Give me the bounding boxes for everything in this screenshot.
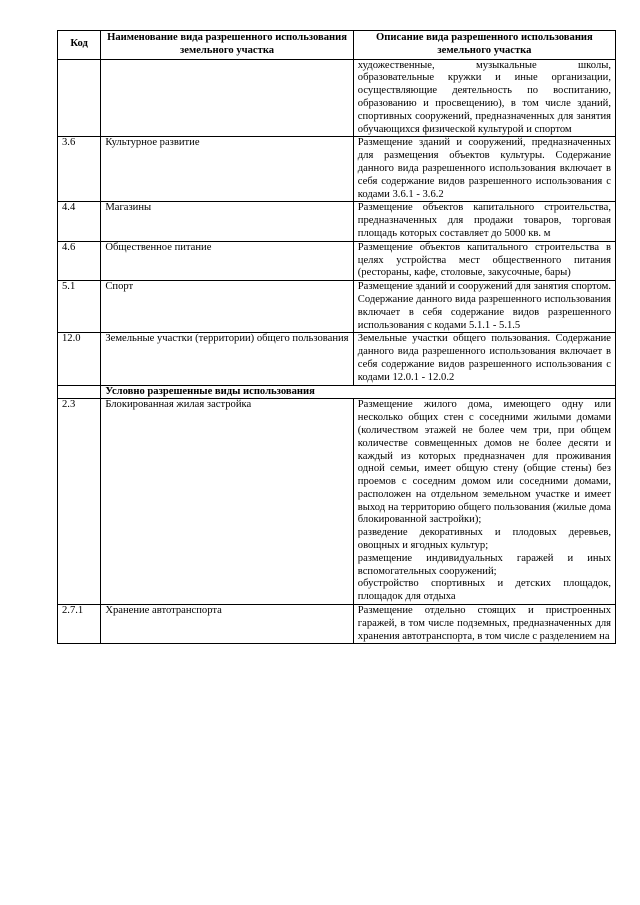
header-code: Код: [58, 31, 101, 60]
description-cell: [353, 241, 615, 280]
code-cell: 5.1: [58, 281, 101, 333]
table-row: [58, 241, 616, 280]
description-cell: [353, 605, 615, 644]
name-cell: Блокированная жилая застройка: [101, 399, 353, 605]
description-paragraph: Размещение жилого дома, имеющего одну или несколько общих стен с соседними жилыми домами (количеством этажей не более чем три, при общем количестве совмещенных домов не более десяти и каждый из которых предназначен для проживания одной семьи, имеет общую стену (общие стены) без проемов с соседним домом или соседними домами, расположен на отдельном земельном участке и имеет выход на территорию общего пользования (жилые дома блокированной застройки);: [357, 399, 611, 526]
table-row: [58, 399, 616, 605]
code-cell: [58, 59, 101, 137]
name-cell: [101, 59, 353, 137]
description-cell: [353, 333, 615, 385]
code-cell: 12.0: [58, 333, 101, 385]
table-row: [58, 605, 616, 644]
description-paragraph: Размещение зданий и сооружений для занятия спортом. Содержание данного вида разрешенного использования включает в себя содержание видов разрешенного использования с кодами 5.1.1 - 5.1.5: [357, 281, 611, 331]
table-row: [58, 333, 616, 385]
description-paragraph: Размещение зданий и сооружений, предназначенных для размещения объектов культуры. Содержание данного вида разрешенного использования включает в себя содержание видов разрешенного использования с кодами 3.6.1 - 3.6.2: [357, 137, 611, 200]
code-cell: 2.7.1: [58, 605, 101, 644]
name-cell: Хранение автотранспорта: [101, 605, 353, 644]
section-title: Условно разрешенные виды использования: [101, 385, 616, 399]
description-cell: [353, 399, 615, 605]
description-cell: [353, 281, 615, 333]
code-cell: 4.4: [58, 202, 101, 241]
code-cell: 4.6: [58, 241, 101, 280]
name-cell: Земельные участки (территории) общего пользования: [101, 333, 353, 385]
name-cell: Магазины: [101, 202, 353, 241]
table-header-row: [58, 31, 616, 60]
description-paragraph: Размещение объектов капитального строительства в целях устройства мест общественного питания (рестораны, кафе, столовые, закусочные, бары): [357, 241, 611, 279]
section-row: [58, 385, 616, 399]
name-cell: Культурное развитие: [101, 137, 353, 202]
description-paragraph: обустройство спортивных и детских площадок, площадок для отдыха: [357, 578, 611, 603]
description-paragraph: Земельные участки общего пользования. Содержание данного вида разрешенного использования включает в себя содержание видов разрешенного использования с кодами 12.0.1 - 12.0.2: [357, 333, 611, 383]
table-row: [58, 137, 616, 202]
land-use-table: [57, 30, 616, 644]
description-paragraph: разведение декоративных и плодовых деревьев, овощных и ягодных культур;: [357, 527, 611, 552]
description-paragraph: размещение индивидуальных гаражей и иных вспомогательных сооружений;: [357, 552, 611, 577]
header-description: Описание вида разрешенного использования земельного участка: [353, 31, 615, 60]
description-paragraph: Размещение отдельно стоящих и пристроенных гаражей, в том числе подземных, предназначенных для хранения автотранспорта, в том числе с разделением на: [357, 605, 611, 642]
description-paragraph: художественные, музыкальные школы, образовательные кружки и иные организации, осуществляющие деятельность по воспитанию, образованию и просвещению), в том числе зданий, спортивных сооружений, предназначенных для занятия обучающихся физической культурой и спортом: [357, 59, 611, 135]
table-row: [58, 281, 616, 333]
description-cell: [353, 59, 615, 137]
table-row: [58, 202, 616, 241]
name-cell: Общественное питание: [101, 241, 353, 280]
header-name: Наименование вида разрешенного использования земельного участка: [101, 31, 353, 60]
table-row: [58, 59, 616, 137]
section-code-cell: [58, 385, 101, 399]
table-body: [58, 59, 616, 644]
description-paragraph: Размещение объектов капитального строительства, предназначенных для продажи товаров, торговая площадь которых составляет до 5000 кв. м: [357, 202, 611, 239]
description-cell: [353, 137, 615, 202]
description-cell: [353, 202, 615, 241]
code-cell: 3.6: [58, 137, 101, 202]
code-cell: 2.3: [58, 399, 101, 605]
name-cell: Спорт: [101, 281, 353, 333]
